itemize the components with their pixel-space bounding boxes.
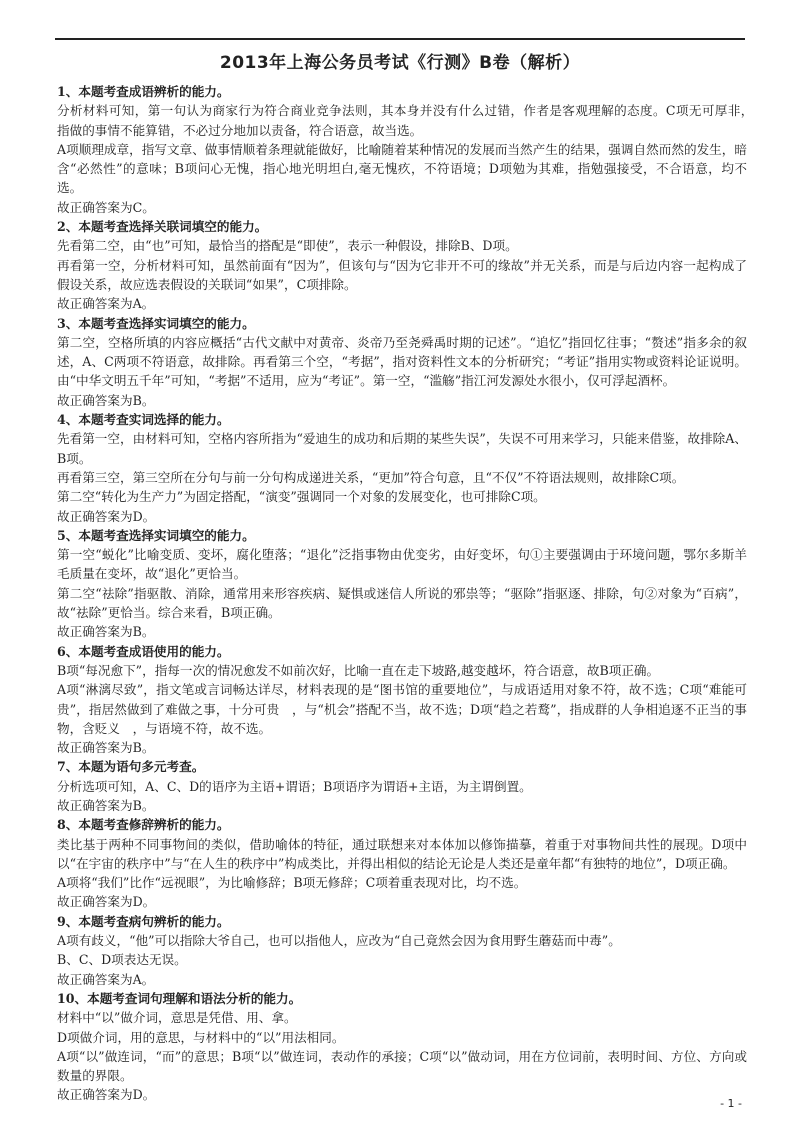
answer-section <box>57 815 747 911</box>
explanation-paragraph: 第二空，空格所填的内容应概括“古代文献中对黄帝、炎帝乃至尧舜禹时期的记述”。“追忆”指回忆往事；“赘述”指多余的叙述，A、C两项不符语意，故排除。再看第三个空，“考据”，指对资料性文本的分析研究；“考证”指用实物或资料论证说明。由“中华文明五千年”可知，“考据”不适用，应为“考证”。第一空，“滥觞”指江河发源处水很小，仅可浮起酒杯。 <box>57 334 747 389</box>
explanation-paragraph: 先看第一空，由材料可知，空格内容所指为“爱迪生的成功和后期的某些失误”，失误不可用来学习，只能来借鉴，故排除A、B项。 <box>57 431 747 466</box>
explanation-paragraph: 第二空“祛除”指驱散、消除，通常用来形容疾病、疑惧或迷信人所说的邪祟等；“驱除”指驱逐、排除，句②对象为“百病”，故“祛除”更恰当。综合来看，B项正确。 <box>57 585 747 621</box>
explanation-paragraph: 故正确答案为A。 <box>57 971 155 987</box>
explanation-paragraph: A项将“我们”比作“远视眼”，为比喻修辞；B项无修辞；C项着重表现对比，均不选。 <box>57 875 527 891</box>
answer-section <box>57 526 747 642</box>
answer-section <box>57 82 760 217</box>
document-title: 2013年上海公务员考试《行测》B卷（解析） <box>219 53 581 73</box>
explanation-paragraph: 故正确答案为B。 <box>57 740 155 756</box>
explanation-paragraph: 分析材料可知，第一句认为商家行为符合商业竞争法则，其本身并没有什么过错，作者是客观理解的态度。C项无可厚非， 指做的事情不能算错，不必过分地加以责备，符合语意，故当选。 <box>57 103 760 138</box>
answer-section <box>57 410 747 526</box>
explanation-paragraph: A项有歧义，“他”可以指除大爷自己，也可以指他人，应改为“自己竟然会因为食用野生蘑菇而中毒”。 <box>57 933 621 949</box>
section-heading: 3、本题考查选择实词填空的能力。 <box>57 315 255 331</box>
header-rule <box>55 38 745 40</box>
explanation-paragraph: 再看第一空，分析材料可知，虽然前面有“因为”，但该句与“因为它非开不可的缘故”并无关系，而是与后边内容一起构成了假设关系，故应选表假设的关联词“如果”，C项排除。 <box>57 257 747 292</box>
answer-section <box>57 757 747 815</box>
page-number: - 1 - <box>720 1097 742 1110</box>
answer-section <box>57 642 747 758</box>
explanation-paragraph: 先看第二空，由“也”可知，最恰当的搭配是“即使”，表示一种假设，排除B、D项。 <box>57 238 518 254</box>
section-heading: 7、本题为语句多元考查。 <box>57 759 205 775</box>
section-heading: 6、本题考查成语使用的能力。 <box>57 643 230 659</box>
explanation-paragraph: 分析选项可知，A、C、D的语序为主语+谓语；B项语序为谓语+主语，为主谓倒置。 <box>57 778 532 794</box>
answer-section <box>57 912 747 989</box>
section-heading: 9、本题考查病句辨析的能力。 <box>57 913 230 929</box>
answer-section <box>57 989 747 1105</box>
explanation-paragraph: 材料中“以”做介词，意思是凭借、用、拿。 <box>57 1010 297 1026</box>
explanation-paragraph: 故正确答案为D。 <box>57 508 156 524</box>
explanation-paragraph: 故正确答案为B。 <box>57 624 155 640</box>
explanation-paragraph: A项顺理成章，指写文章、做事情顺着条理就能做好，比喻随着某种情况的发展而当然产生的结果，强调自然而然的发生，暗含“必然性”的意味；B项问心无愧，指心地光明坦白,毫无愧疚，不符语境；D项勉为其难，指勉强接受，不合语意，均不选。 <box>57 141 747 196</box>
explanation-paragraph: 故正确答案为B。 <box>57 797 155 813</box>
section-heading: 8、本题考查修辞辨析的能力。 <box>57 817 230 833</box>
section-heading: 2、本题考查选择关联词填空的能力。 <box>57 219 268 235</box>
section-heading: 4、本题考查实词选择的能力。 <box>57 412 230 428</box>
section-heading: 5、本题考查选择实词填空的能力。 <box>57 527 255 543</box>
explanation-paragraph: A项“以”做连词，“而”的意思；B项“以”做连词，表动作的承接；C项“以”做动词，用在方位词前，表明时间、方位、方向或数量的界限。 <box>57 1048 747 1084</box>
section-heading: 1、本题考查成语辨析的能力。 <box>57 84 230 99</box>
explanation-paragraph: D项做介词，用的意思，与材料中的“以”用法相同。 <box>57 1029 345 1045</box>
explanation-paragraph: B项“每况愈下”，指每一次的情况愈发不如前次好，比喻一直在走下坡路,越变越坏，符合语意，故B项正确。 <box>57 662 660 678</box>
document-body <box>57 82 760 1105</box>
explanation-paragraph: 第一空“蜕化”比喻变质、变坏，腐化堕落；“退化”泛指事物由优变劣，由好变坏，句①主要强调由于环境问题，鄂尔多斯羊毛质量在变坏，故“退化”更恰当。 <box>57 547 747 582</box>
explanation-paragraph: 再看第三空，第三空所在分句与前一分句构成递进关系，“更加”符合句意，且“不仅”不符语法规则，故排除C项。 <box>57 469 685 485</box>
explanation-paragraph: B、C、D项表达无误。 <box>57 952 187 968</box>
explanation-paragraph: 第二空“转化为生产力”为固定搭配，“演变”强调同一个对象的发展变化，也可排除C项。 <box>57 489 546 505</box>
explanation-paragraph: 故正确答案为A。 <box>57 296 155 312</box>
explanation-paragraph: 故正确答案为C。 <box>57 199 155 215</box>
explanation-paragraph: 类比基于两种不同事物间的类似，借助喻体的特征，通过联想来对本体加以修饰描摹，着重于对事物间共性的展现。D项中以“在宇宙的秩序中”与“在人生的秩序中”构成类比，并得出相似的结论无论是人类还是童年都“有独特的地位”，D项正确。 <box>57 836 747 871</box>
section-heading: 10、本题考查词句理解和语法分析的能力。 <box>57 990 302 1006</box>
answer-section <box>57 217 747 313</box>
explanation-paragraph: A项“淋漓尽致”，指文笔或言词畅达详尽，材料表现的是“图书馆的重要地位”，与成语适用对象不符，故不选；C项“难能可贵”，指居然做到了难做之事，十分可贵 ，与“机会”搭配不当，故不选；D项“趋之若鹜”，指成群的人争相追逐不正当的事物，含贬义 ，与语境不符，故不选。 <box>57 682 747 736</box>
explanation-paragraph: 故正确答案为B。 <box>57 392 155 408</box>
explanation-paragraph: 故正确答案为D。 <box>57 1087 156 1103</box>
answer-section <box>57 314 747 410</box>
explanation-paragraph: 故正确答案为D。 <box>57 894 156 910</box>
